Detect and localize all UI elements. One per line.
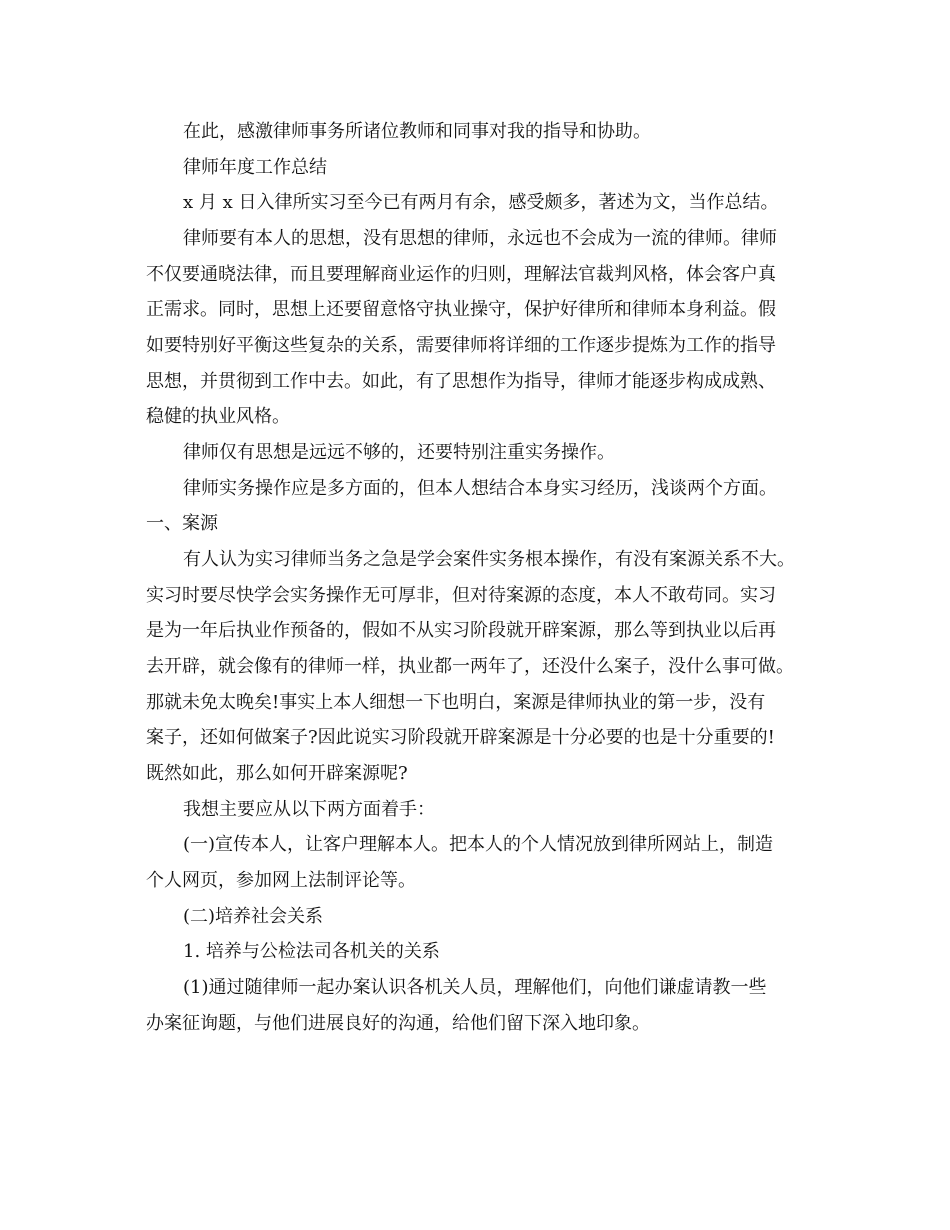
paragraph-practice: 律师仅有思想是远远不够的，还要特别注重实务操作。 — [183, 442, 615, 463]
document-title: 律师年度工作总结 — [183, 157, 327, 178]
paragraph-case-source-line-4: 去开辟，就会像有的律师一样，执业都一两年了，还没什么案子，没什么事可做。 — [146, 656, 794, 677]
subitem-point-1-line-2: 办案征询题，与他们进展良好的沟通，给他们留下深入地印象。 — [146, 1013, 650, 1034]
paragraph-two-aspects: 我想主要应从以下两方面着手： — [183, 799, 435, 820]
paragraph-case-source-line-6: 案子，还如何做案子?因此说实习阶段就开辟案源是十分必要的也是十分重要的! — [146, 727, 775, 748]
paragraph-thought-line-5: 思想，并贯彻到工作中去。如此，有了思想作为指导，律师才能逐步构成成熟、 — [146, 371, 776, 392]
item-social-relations: (二)培养社会关系 — [183, 906, 324, 927]
subitem-agency-relations: 1. 培养与公检法司各机关的关系 — [183, 941, 440, 962]
paragraph-intro: x 月 x 日入律所实习至今已有两月有余，感受颇多，著述为文，当作总结。 — [183, 192, 779, 213]
paragraph-thought-line-4: 如要特别好平衡这些复杂的关系，需要律师将详细的工作逐步提炼为工作的指导 — [146, 335, 776, 356]
section-heading-case-source: 一、案源 — [146, 513, 218, 534]
item-publicity-line-2: 个人网页，参加网上法制评论等。 — [146, 870, 416, 891]
paragraph-thought-line-2: 不仅要通晓法律，而且要理解商业运作的归则，理解法官裁判风格，体会客户真 — [146, 264, 776, 285]
item-publicity-line-1: (一)宣传本人，让客户理解本人。把本人的个人情况放到律所网站上，制造 — [183, 834, 774, 855]
closing-thanks-line: 在此，感激律师事务所诸位教师和同事对我的指导和协助。 — [183, 121, 651, 142]
subitem-point-1-line-1: (1)通过随律师一起办案认识各机关人员，理解他们，向他们谦虚请教一些 — [183, 977, 767, 998]
paragraph-case-source-line-2: 实习时要尽快学会实务操作无可厚非，但对待案源的态度，本人不敢苟同。实习 — [146, 585, 776, 606]
paragraph-thought-line-1: 律师要有本人的思想，没有思想的律师，永远也不会成为一流的律师。律师 — [183, 228, 777, 249]
paragraph-case-source-line-7: 既然如此，那么如何开辟案源呢? — [146, 763, 408, 784]
paragraph-case-source-line-1: 有人认为实习律师当务之急是学会案件实务根本操作，有没有案源关系不大。 — [183, 549, 795, 570]
paragraph-case-source-line-3: 是为一年后执业作预备的，假如不从实习阶段就开辟案源，那么等到执业以后再 — [146, 620, 776, 641]
paragraph-case-source-line-5: 那就未免太晚矣!事实上本人细想一下也明白，案源是律师执业的第一步，没有 — [146, 692, 766, 713]
paragraph-thought-line-6: 稳健的执业风格。 — [146, 406, 290, 427]
paragraph-practice-aspects: 律师实务操作应是多方面的，但本人想结合本身实习经历，浅谈两个方面。 — [183, 478, 777, 499]
paragraph-thought-line-3: 正需求。同时，思想上还要留意恪守执业操守，保护好律所和律师本身利益。假 — [146, 299, 776, 320]
